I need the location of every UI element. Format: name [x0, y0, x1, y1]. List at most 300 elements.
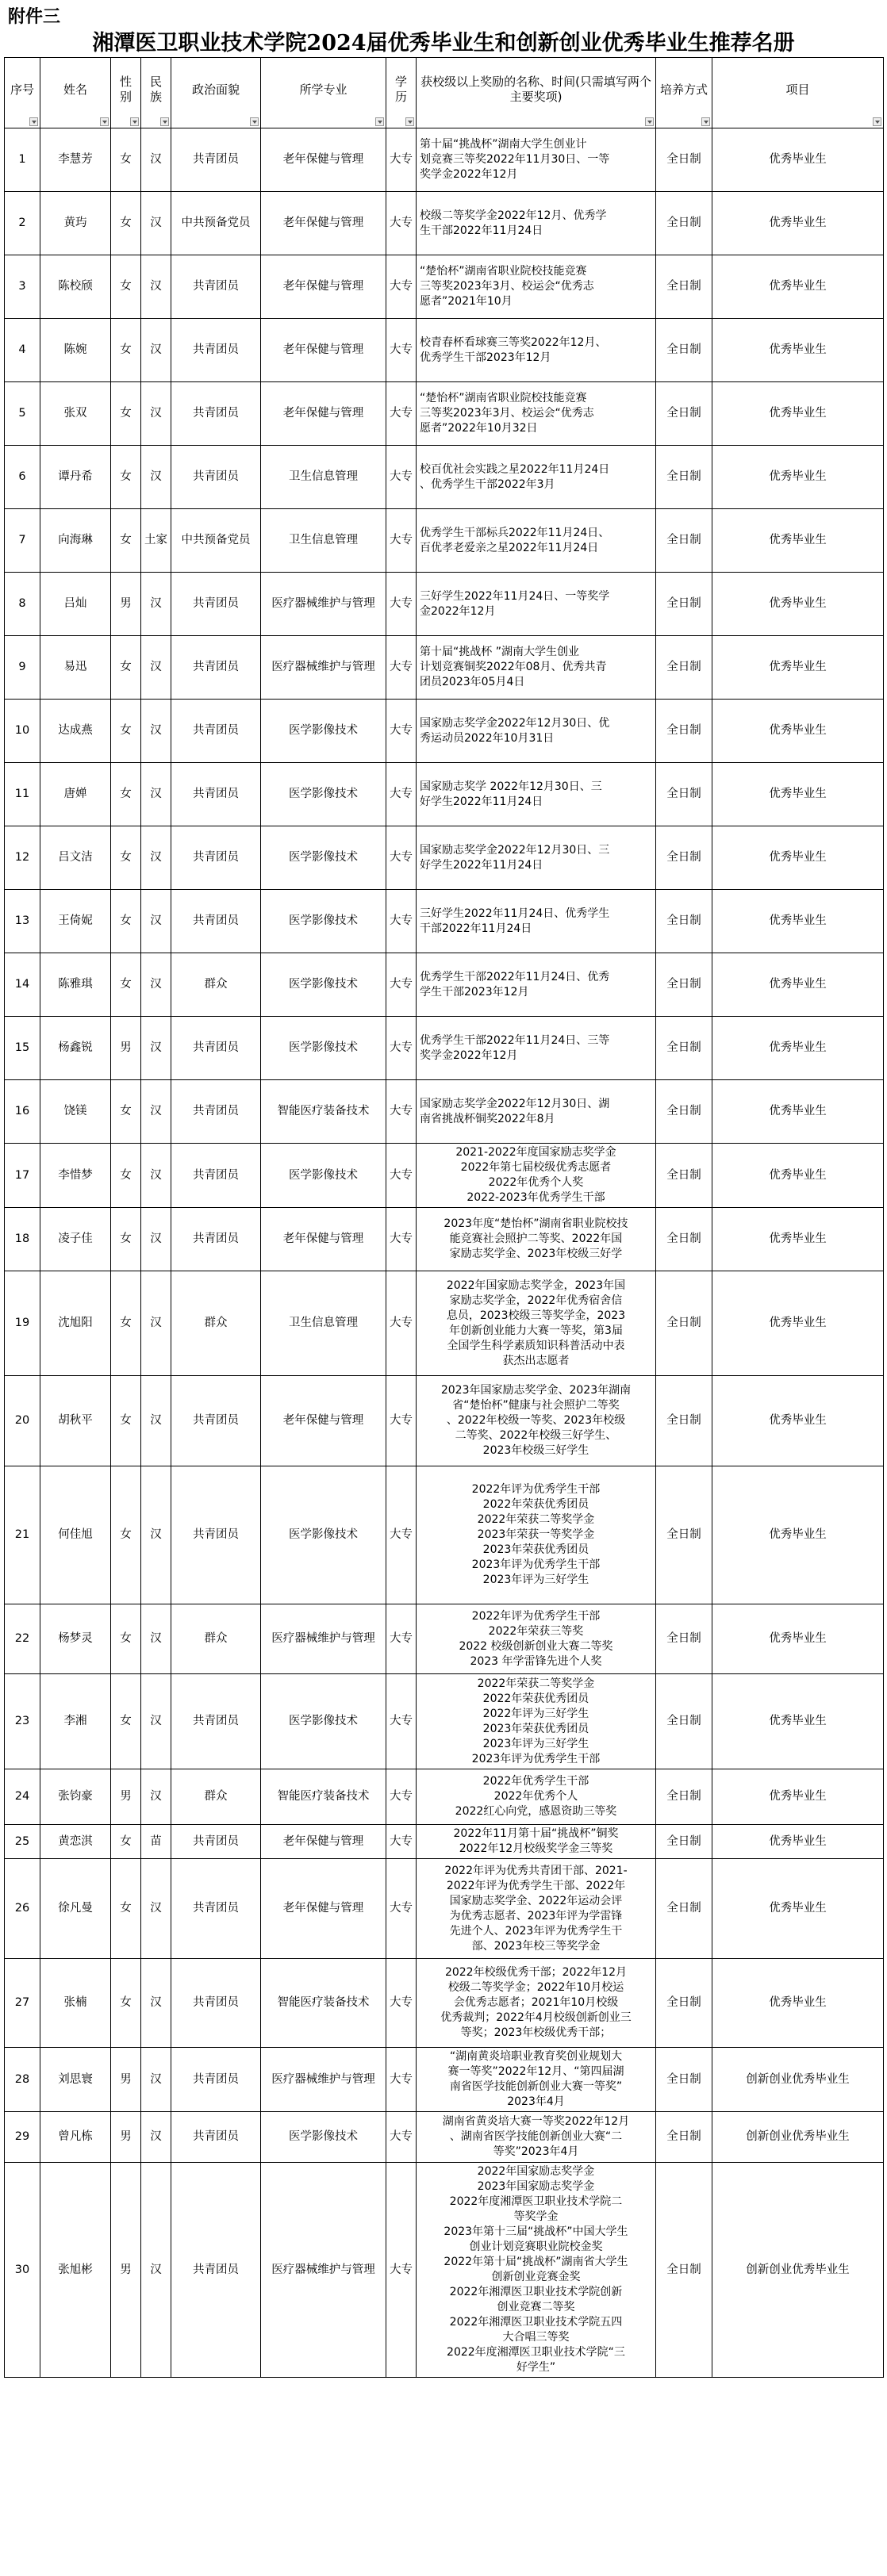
award-line: 好学生2022年11月24日 [420, 795, 543, 808]
award-line: 南省挑战杯铜奖2022年8月 [420, 1112, 555, 1125]
cell-political: 共青团员 [171, 1959, 261, 2048]
cell-edu: 大专 [386, 1080, 417, 1144]
award-line: 好学生2022年11月24日 [420, 858, 543, 872]
cell-no: 6 [5, 446, 40, 509]
cell-gender: 女 [111, 128, 141, 192]
cell-project: 优秀毕业生 [712, 1376, 884, 1466]
header-col-edu [386, 58, 417, 128]
filter-dropdown-icon[interactable] [100, 117, 109, 126]
award-line: 第十届“挑战杯”湖南大学生创业计 [420, 138, 587, 151]
filter-dropdown-icon[interactable] [873, 117, 881, 126]
cell-project: 优秀毕业生 [712, 1208, 884, 1271]
award-line: 、优秀学生干部2022年3月 [420, 477, 555, 491]
cell-major: 智能医疗装备技术 [261, 1769, 386, 1825]
header-col-political [171, 58, 261, 128]
award-line: 三好学生2022年11月24日、一等奖学 [420, 589, 610, 603]
cell-name: 谭丹希 [40, 446, 111, 509]
award-line: 先进个人、2023年评为优秀学生干 [449, 1924, 623, 1938]
cell-project: 优秀毕业生 [712, 319, 884, 382]
cell-gender: 女 [111, 1859, 141, 1959]
table-row [5, 1959, 884, 2048]
cell-awards [417, 255, 656, 319]
cell-political: 共青团员 [171, 826, 261, 890]
cell-gender: 女 [111, 953, 141, 1017]
cell-ethnic: 汉 [141, 128, 171, 192]
cell-project: 优秀毕业生 [712, 1825, 884, 1859]
cell-name: 陈婉 [40, 319, 111, 382]
award-line: 团员2023年05月4日 [420, 676, 525, 688]
header-col-no [5, 58, 40, 128]
cell-project: 优秀毕业生 [712, 953, 884, 1017]
cell-major: 医疗器械维护与管理 [261, 2048, 386, 2112]
cell-mode: 全日制 [656, 826, 712, 890]
table-row [5, 509, 884, 573]
award-line: 秀运动员2022年10月31日 [420, 731, 555, 745]
cell-awards [417, 2163, 656, 2378]
award-line: 息员，2023校级三等奖学金，2023 [446, 1309, 626, 1322]
cell-project: 创新创业优秀毕业生 [712, 2048, 884, 2112]
award-line: 2022年优秀个人奖 [488, 1176, 584, 1189]
cell-edu: 大专 [386, 890, 417, 953]
cell-major: 医学影像技术 [261, 890, 386, 953]
cell-edu: 大专 [386, 763, 417, 826]
award-line: 第十届“挑战杯 ”湖南大学生创业 [420, 646, 579, 658]
cell-no: 29 [5, 2112, 40, 2163]
cell-awards [417, 1959, 656, 2048]
cell-mode: 全日制 [656, 255, 712, 319]
cell-edu: 大专 [386, 953, 417, 1017]
cell-no: 16 [5, 1080, 40, 1144]
table-row [5, 700, 884, 763]
cell-political: 共青团员 [171, 1080, 261, 1144]
cell-major: 医学影像技术 [261, 1144, 386, 1208]
cell-edu: 大专 [386, 1769, 417, 1825]
cell-awards [417, 192, 656, 255]
award-line: “楚怡杯”湖南省职业院校技能竞赛 [420, 265, 587, 278]
cell-awards [417, 636, 656, 700]
cell-awards [417, 1017, 656, 1080]
cell-no: 28 [5, 2048, 40, 2112]
cell-no: 14 [5, 953, 40, 1017]
header-label: 项目 [785, 82, 810, 97]
table-row [5, 1376, 884, 1466]
cell-major: 医学影像技术 [261, 700, 386, 763]
cell-major: 老年保健与管理 [261, 1376, 386, 1466]
cell-project: 优秀毕业生 [712, 1080, 884, 1144]
award-line: 2022年湘潭医卫职业技术学院创新 [449, 2286, 623, 2298]
award-line: 部、2023年校三等奖学金 [471, 1939, 601, 1953]
cell-major: 医疗器械维护与管理 [261, 573, 386, 636]
filter-dropdown-icon[interactable] [130, 117, 139, 126]
cell-awards [417, 1825, 656, 1859]
cell-project: 优秀毕业生 [712, 890, 884, 953]
award-line: 国家励志奖学金、2022年运动会评 [449, 1894, 623, 1907]
table-row [5, 890, 884, 953]
cell-gender: 女 [111, 255, 141, 319]
cell-gender: 女 [111, 446, 141, 509]
cell-edu: 大专 [386, 2112, 417, 2163]
award-line: 2023年国家励志奖学金、2023年湖南 [440, 1384, 632, 1397]
table-row [5, 382, 884, 446]
award-line: 2022年优秀个人 [493, 1790, 578, 1803]
table-row [5, 319, 884, 382]
cell-gender: 女 [111, 1144, 141, 1208]
cell-edu: 大专 [386, 1017, 417, 1080]
award-line: 南省医学技能创新创业大赛一等奖” [449, 2080, 623, 2093]
cell-major: 医学影像技术 [261, 1674, 386, 1769]
filter-dropdown-icon[interactable] [645, 117, 654, 126]
award-line: 好学生” [516, 2361, 556, 2374]
award-line: 校级二等奖学金2022年12月、优秀学 [420, 209, 607, 222]
cell-gender: 女 [111, 1208, 141, 1271]
cell-gender: 女 [111, 700, 141, 763]
cell-major: 医学影像技术 [261, 763, 386, 826]
cell-gender: 女 [111, 1376, 141, 1466]
award-line: 校青春杯看球赛三等奖2022年12月、 [420, 335, 607, 349]
cell-political: 共青团员 [171, 1859, 261, 1959]
cell-ethnic: 汉 [141, 319, 171, 382]
header-col-project [712, 58, 884, 128]
cell-edu: 大专 [386, 1859, 417, 1959]
award-line: 生干部2022年11月24日 [420, 224, 543, 237]
cell-no: 20 [5, 1376, 40, 1466]
table-row [5, 826, 884, 890]
cell-awards [417, 1769, 656, 1825]
cell-major: 卫生信息管理 [261, 1271, 386, 1376]
cell-name: 张双 [40, 382, 111, 446]
cell-no: 17 [5, 1144, 40, 1208]
table-body [5, 128, 884, 2378]
table-row [5, 446, 884, 509]
table-row [5, 1271, 884, 1376]
cell-major: 智能医疗装备技术 [261, 1080, 386, 1144]
award-line: 三等奖2023年3月、校运会“优秀志 [420, 280, 594, 293]
cell-major: 医疗器械维护与管理 [261, 2163, 386, 2378]
award-line: 愿者”2021年10月 [420, 295, 513, 308]
cell-mode: 全日制 [656, 192, 712, 255]
cell-political: 共青团员 [171, 255, 261, 319]
table-row [5, 128, 884, 192]
cell-ethnic: 汉 [141, 2048, 171, 2112]
cell-ethnic: 汉 [141, 1271, 171, 1376]
cell-political: 共青团员 [171, 1674, 261, 1769]
cell-name: 李慧芳 [40, 128, 111, 192]
cell-no: 4 [5, 319, 40, 382]
award-line: 2022年荣获三等奖 [488, 1624, 584, 1638]
cell-name: 张旭彬 [40, 2163, 111, 2378]
cell-name: 曾凡栋 [40, 2112, 111, 2163]
cell-political: 中共预备党员 [171, 192, 261, 255]
cell-awards [417, 1208, 656, 1271]
cell-major: 医学影像技术 [261, 2112, 386, 2163]
cell-ethnic: 汉 [141, 573, 171, 636]
header-row [5, 58, 884, 128]
award-line: 2022年评为优秀学生干部 [471, 1483, 601, 1496]
cell-name: 黄玙 [40, 192, 111, 255]
award-line: 三好学生2022年11月24日、优秀学生 [420, 907, 610, 920]
cell-ethnic: 汉 [141, 636, 171, 700]
cell-major: 医学影像技术 [261, 953, 386, 1017]
cell-edu: 大专 [386, 319, 417, 382]
recommendation-table [4, 57, 884, 2378]
table-row [5, 953, 884, 1017]
table-row [5, 1674, 884, 1769]
cell-awards [417, 826, 656, 890]
cell-mode: 全日制 [656, 319, 712, 382]
cell-project: 优秀毕业生 [712, 1271, 884, 1376]
cell-name: 沈旭阳 [40, 1271, 111, 1376]
cell-political: 共青团员 [171, 1376, 261, 1466]
cell-name: 李湘 [40, 1674, 111, 1769]
award-line: 优秀学生干部2023年12月 [420, 351, 551, 364]
cell-political: 共青团员 [171, 1208, 261, 1271]
award-line: 奖学金2022年12月 [420, 168, 518, 181]
award-line: 2023年荣获一等奖学金 [477, 1528, 595, 1541]
award-line: 优秀裁判；2022年4月校级创新创业三 [440, 2011, 632, 2024]
cell-project: 优秀毕业生 [712, 1604, 884, 1674]
cell-major: 老年保健与管理 [261, 1208, 386, 1271]
award-line: 国家励志奖学金2022年12月30日、三 [420, 843, 610, 857]
award-line: 优秀学生干部标兵2022年11月24日、 [420, 526, 610, 539]
cell-ethnic: 汉 [141, 1376, 171, 1466]
cell-ethnic: 汉 [141, 192, 171, 255]
filter-dropdown-icon[interactable] [701, 117, 710, 126]
award-line: 、湖南省医学技能创新创业大赛“二 [449, 2130, 623, 2143]
cell-awards [417, 890, 656, 953]
header-col-name [40, 58, 111, 128]
cell-edu: 大专 [386, 1466, 417, 1604]
cell-gender: 女 [111, 1271, 141, 1376]
cell-ethnic: 汉 [141, 1769, 171, 1825]
award-line: 计划竞赛铜奖2022年08月、优秀共青 [420, 661, 607, 673]
award-line: 等奖学金 [513, 2210, 559, 2223]
cell-no: 9 [5, 636, 40, 700]
cell-ethnic: 汉 [141, 1959, 171, 2048]
header-col-ethnic [141, 58, 171, 128]
award-line: 创业计划竞赛职业院校金奖 [469, 2241, 603, 2253]
cell-gender: 男 [111, 2163, 141, 2378]
award-line: 2022年第十届“挑战杯”湖南省大学生 [444, 2256, 628, 2268]
filter-dropdown-icon[interactable] [250, 117, 259, 126]
cell-no: 10 [5, 700, 40, 763]
cell-major: 智能医疗装备技术 [261, 1959, 386, 2048]
filter-dropdown-icon[interactable] [160, 117, 169, 126]
cell-name: 陈雅琪 [40, 953, 111, 1017]
cell-name: 陈校颀 [40, 255, 111, 319]
award-line: 2023年评为三好学生 [482, 1737, 589, 1750]
header-label: 序号 [10, 82, 34, 97]
award-line: 二等奖、2022年校级三好学生、 [455, 1429, 617, 1442]
header-col-gender [111, 58, 141, 128]
cell-awards [417, 1376, 656, 1466]
cell-political: 共青团员 [171, 382, 261, 446]
award-line: 2022年湘潭医卫职业技术学院五四 [449, 2316, 623, 2329]
cell-awards [417, 763, 656, 826]
award-line: 全国学生科学素质知识科普活动中表 [447, 1339, 625, 1352]
cell-political: 共青团员 [171, 2048, 261, 2112]
cell-awards [417, 382, 656, 446]
cell-ethnic: 汉 [141, 2163, 171, 2378]
cell-no: 3 [5, 255, 40, 319]
cell-edu: 大专 [386, 446, 417, 509]
table-row [5, 2163, 884, 2378]
cell-edu: 大专 [386, 255, 417, 319]
cell-political: 共青团员 [171, 890, 261, 953]
cell-ethnic: 汉 [141, 1674, 171, 1769]
award-line: 2022年度湘潭医卫职业技术学院二 [449, 2195, 623, 2208]
cell-political: 共青团员 [171, 446, 261, 509]
award-line: 2021-2022年度国家励志奖学金 [455, 1146, 616, 1159]
award-line: 湖南省黄炎培大赛一等奖2022年12月 [442, 2115, 630, 2128]
filter-dropdown-icon[interactable] [29, 117, 38, 126]
award-line: 百优孝老爱亲之星2022年11月24日 [420, 541, 599, 554]
award-line: 优秀学生干部2022年11月24日、三等 [420, 1033, 610, 1047]
cell-ethnic: 汉 [141, 255, 171, 319]
cell-no: 19 [5, 1271, 40, 1376]
award-line: 能竞赛社会照护二等奖、2022年国 [449, 1232, 623, 1245]
cell-mode: 全日制 [656, 1959, 712, 2048]
cell-name: 胡秋平 [40, 1376, 111, 1466]
award-line: 省“楚怡杯”健康与社会照护二等奖 [452, 1399, 620, 1412]
cell-project: 优秀毕业生 [712, 1769, 884, 1825]
cell-edu: 大专 [386, 2163, 417, 2378]
award-line: 干部2022年11月24日 [420, 922, 532, 935]
award-line: 大合唱三等奖 [502, 2331, 570, 2344]
cell-awards [417, 446, 656, 509]
award-line: 2023年校级三好学生 [482, 1444, 589, 1457]
header-label: 政治面貌 [191, 82, 240, 97]
table-row [5, 1769, 884, 1825]
cell-edu: 大专 [386, 128, 417, 192]
table-row [5, 1144, 884, 1208]
cell-major: 卫生信息管理 [261, 446, 386, 509]
header-label: 学历 [394, 75, 407, 104]
award-line: 奖学金2022年12月 [420, 1048, 518, 1062]
award-line: 2023年度“楚怡杯”湖南省职业院校技 [444, 1217, 628, 1230]
cell-project: 优秀毕业生 [712, 826, 884, 890]
cell-edu: 大专 [386, 1144, 417, 1208]
cell-mode: 全日制 [656, 1017, 712, 1080]
cell-awards [417, 953, 656, 1017]
award-line: 2022年第七届校级优秀志愿者 [460, 1161, 612, 1174]
cell-political: 共青团员 [171, 128, 261, 192]
cell-no: 22 [5, 1604, 40, 1674]
filter-dropdown-icon[interactable] [405, 117, 414, 126]
header-label: 姓名 [63, 82, 87, 97]
cell-edu: 大专 [386, 2048, 417, 2112]
award-line: 国家励志奖学金2022年12月30日、优 [420, 716, 610, 730]
cell-project: 优秀毕业生 [712, 509, 884, 573]
cell-gender: 女 [111, 1959, 141, 2048]
cell-gender: 女 [111, 509, 141, 573]
cell-political: 共青团员 [171, 573, 261, 636]
cell-edu: 大专 [386, 1208, 417, 1271]
table-row [5, 1017, 884, 1080]
award-line: 学生干部2023年12月 [420, 985, 529, 999]
award-line: 愿者”2022年10月32日 [420, 422, 538, 435]
cell-edu: 大专 [386, 1604, 417, 1674]
header-label: 获校级以上奖励的名称、时间(只需填写两个主要奖项) [420, 75, 651, 104]
award-line: 会优秀志愿者；2021年10月校级 [453, 1996, 619, 2009]
cell-no: 26 [5, 1859, 40, 1959]
header-label: 民族 [149, 75, 162, 104]
cell-mode: 全日制 [656, 446, 712, 509]
award-line: 为优秀志愿者、2023年评为学雷锋 [449, 1909, 623, 1922]
cell-edu: 大专 [386, 700, 417, 763]
cell-awards [417, 2112, 656, 2163]
cell-mode: 全日制 [656, 1859, 712, 1959]
cell-mode: 全日制 [656, 700, 712, 763]
cell-no: 25 [5, 1825, 40, 1859]
cell-awards [417, 1674, 656, 1769]
award-line: 校百优社会实践之星2022年11月24日 [420, 462, 610, 476]
cell-no: 5 [5, 382, 40, 446]
cell-major: 老年保健与管理 [261, 192, 386, 255]
cell-mode: 全日制 [656, 1376, 712, 1466]
cell-mode: 全日制 [656, 2163, 712, 2378]
cell-edu: 大专 [386, 1959, 417, 2048]
annex-label: 附件三 [8, 7, 61, 27]
cell-name: 唐婵 [40, 763, 111, 826]
cell-ethnic: 汉 [141, 890, 171, 953]
cell-major: 医学影像技术 [261, 826, 386, 890]
award-line: 2022年评为优秀学生干部、2022年 [446, 1879, 626, 1892]
award-line: 2023 年学雷锋先进个人奖 [470, 1654, 602, 1668]
cell-mode: 全日制 [656, 1144, 712, 1208]
cell-edu: 大专 [386, 192, 417, 255]
award-line: 划竞赛三等奖2022年11月30日、一等 [420, 153, 610, 166]
cell-name: 徐凡曼 [40, 1859, 111, 1959]
cell-mode: 全日制 [656, 128, 712, 192]
award-line: 2023年第十三届“挑战杯”中国大学生 [444, 2225, 628, 2238]
award-line: 金2022年12月 [420, 604, 496, 618]
table-row [5, 1466, 884, 1604]
award-line: 家励志奖学金、2023年校级三好学 [449, 1248, 623, 1260]
cell-edu: 大专 [386, 636, 417, 700]
cell-ethnic: 汉 [141, 2112, 171, 2163]
cell-edu: 大专 [386, 509, 417, 573]
cell-project: 优秀毕业生 [712, 763, 884, 826]
award-line: 2022红心向党，感恩资助三等奖 [455, 1805, 617, 1818]
cell-project: 优秀毕业生 [712, 255, 884, 319]
cell-no: 7 [5, 509, 40, 573]
cell-awards [417, 1271, 656, 1376]
cell-mode: 全日制 [656, 2112, 712, 2163]
cell-name: 杨鑫锐 [40, 1017, 111, 1080]
award-line: 、2022年校级一等奖、2023年校级 [446, 1414, 626, 1427]
filter-dropdown-icon[interactable] [375, 117, 384, 126]
header-col-mode [656, 58, 712, 128]
cell-ethnic: 汉 [141, 1080, 171, 1144]
cell-gender: 女 [111, 763, 141, 826]
cell-name: 达成燕 [40, 700, 111, 763]
cell-edu: 大专 [386, 382, 417, 446]
cell-no: 1 [5, 128, 40, 192]
award-line: 2023年评为优秀学生干部 [471, 1558, 601, 1571]
cell-awards [417, 2048, 656, 2112]
cell-political: 群众 [171, 1271, 261, 1376]
cell-political: 共青团员 [171, 1017, 261, 1080]
cell-no: 21 [5, 1466, 40, 1604]
cell-project: 创新创业优秀毕业生 [712, 2163, 884, 2378]
cell-ethnic: 汉 [141, 382, 171, 446]
cell-project: 优秀毕业生 [712, 446, 884, 509]
cell-ethnic: 汉 [141, 1604, 171, 1674]
cell-project: 优秀毕业生 [712, 1144, 884, 1208]
cell-name: 张楠 [40, 1959, 111, 2048]
cell-no: 30 [5, 2163, 40, 2378]
cell-ethnic: 汉 [141, 700, 171, 763]
